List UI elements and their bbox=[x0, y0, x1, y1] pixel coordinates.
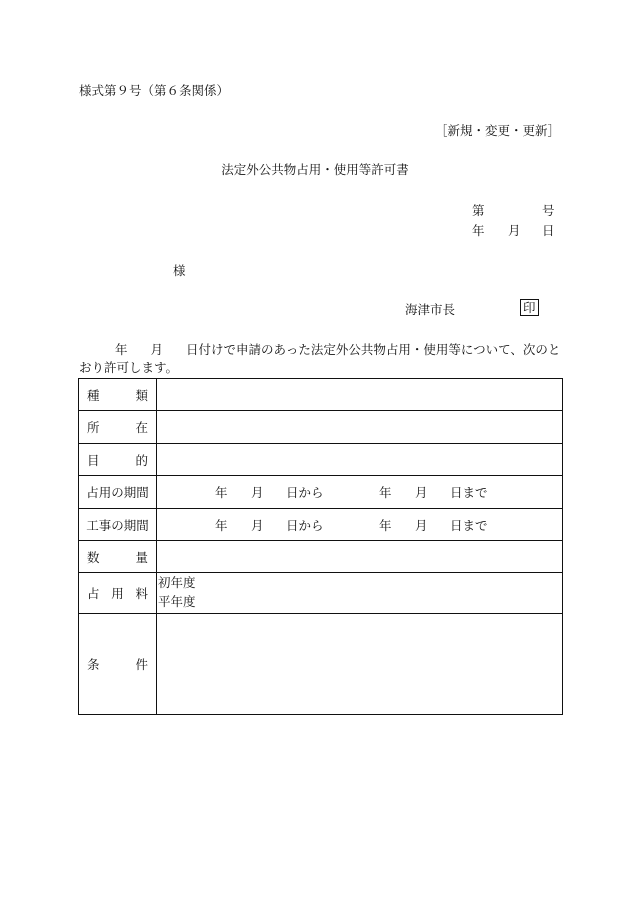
table-row-quantity bbox=[79, 541, 563, 573]
document-title: 法定外公共物占用・使用等許可書 bbox=[221, 162, 409, 177]
occ-month1: 月 bbox=[251, 485, 264, 500]
table-row-purpose bbox=[79, 444, 563, 476]
construction-period-value bbox=[157, 509, 563, 541]
document-number-label: 第 bbox=[472, 203, 485, 218]
location-value bbox=[157, 411, 563, 444]
date-year-label: 年 bbox=[472, 223, 485, 238]
con-year2: 年 bbox=[379, 517, 392, 533]
quantity-label: 数 量 bbox=[79, 541, 157, 573]
purpose-value bbox=[157, 444, 563, 476]
fee-first-year: 初年度 bbox=[158, 575, 196, 590]
kind-value bbox=[157, 379, 563, 411]
date-month-label: 月 bbox=[508, 223, 521, 238]
issuer-name: 海津市長 bbox=[405, 302, 456, 317]
con-to: 日まで bbox=[450, 517, 488, 533]
date-day-label: 日 bbox=[542, 223, 555, 238]
conditions-value bbox=[157, 614, 563, 715]
fee-label: 占 用 料 bbox=[79, 573, 157, 614]
occ-year2: 年 bbox=[379, 485, 392, 500]
purpose-label: 目 的 bbox=[79, 444, 157, 476]
body-year-label: 年 bbox=[115, 342, 128, 357]
body-text bbox=[79, 341, 569, 377]
table-row-fee bbox=[79, 573, 563, 614]
occ-month2: 月 bbox=[415, 485, 428, 500]
occupancy-period-value bbox=[157, 476, 563, 509]
addressee-suffix: 様 bbox=[173, 263, 186, 278]
kind-label: 種 類 bbox=[79, 379, 157, 411]
occ-year1: 年 bbox=[215, 485, 228, 500]
table-row-occupancy-period bbox=[79, 476, 563, 509]
con-month2: 月 bbox=[415, 517, 428, 533]
con-from: 日から bbox=[286, 517, 324, 533]
fee-normal-year: 平年度 bbox=[158, 594, 196, 609]
quantity-value bbox=[157, 541, 563, 573]
application-category: ［新規・変更・更新］ bbox=[434, 123, 560, 138]
seal-mark: 印 bbox=[520, 299, 539, 316]
conditions-label: 条 件 bbox=[79, 614, 157, 715]
body-text-rest: 日付けで申請のあった法定外公共物占用・使用等について、次のとおり許可します。 bbox=[79, 342, 561, 375]
document-number-suffix: 号 bbox=[542, 203, 555, 218]
fee-value bbox=[157, 573, 563, 614]
form-number: 様式第９号（第６条関係） bbox=[79, 83, 230, 98]
occ-to: 日まで bbox=[450, 485, 488, 500]
occupancy-period-label: 占用の期間 bbox=[79, 476, 157, 509]
occ-from: 日から bbox=[286, 485, 324, 500]
con-month1: 月 bbox=[251, 517, 264, 533]
construction-period-label: 工事の期間 bbox=[79, 509, 157, 541]
permit-table bbox=[78, 378, 563, 715]
table-row-kind bbox=[79, 379, 563, 411]
body-month-label: 月 bbox=[150, 342, 164, 357]
location-label: 所 在 bbox=[79, 411, 157, 444]
table-row-construction-period bbox=[79, 509, 563, 541]
con-year1: 年 bbox=[215, 517, 228, 533]
table-row-conditions bbox=[79, 614, 563, 715]
table-row-location bbox=[79, 411, 563, 444]
